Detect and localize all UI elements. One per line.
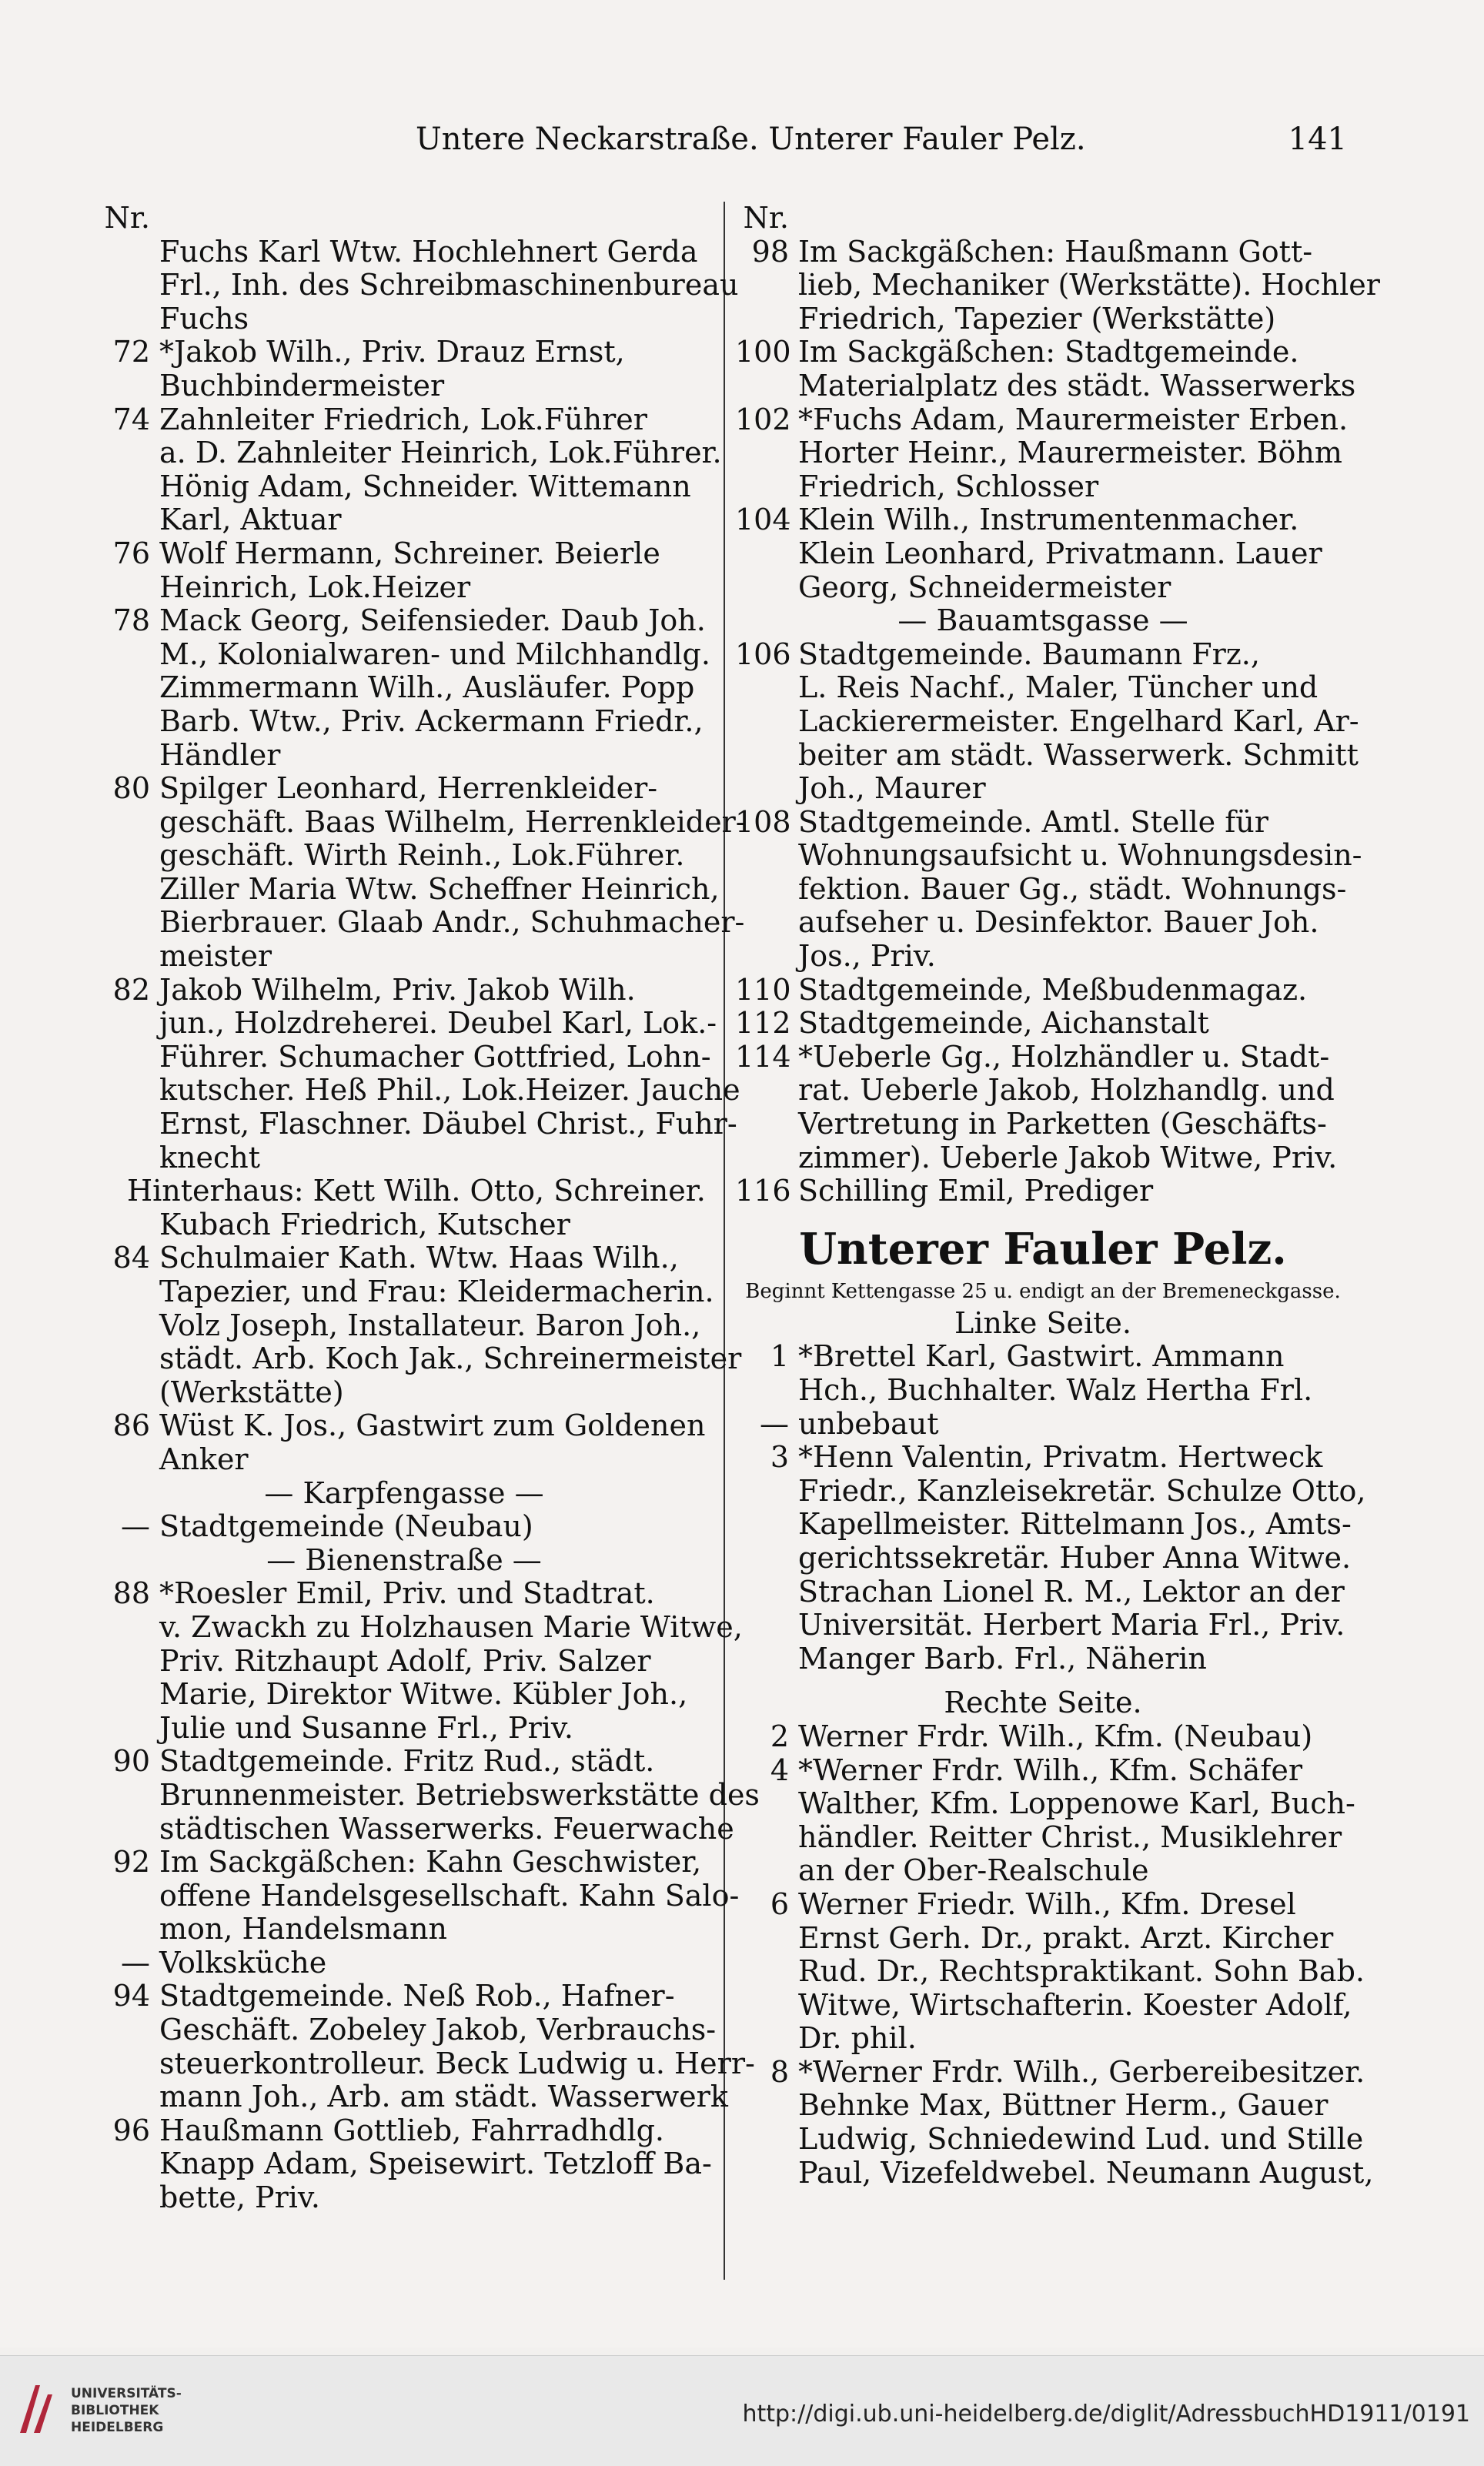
entry-text: Stadtgemeinde (Neubau): [159, 1509, 533, 1544]
entry-text: Jos., Priv.: [798, 939, 936, 974]
entry-line: [96, 638, 712, 672]
entry-text: Tapezier, und Frau: Kleidermacherin.: [159, 1275, 714, 1308]
entry-line: [96, 772, 712, 806]
entry-text: Julie und Susanne Frl., Priv.: [159, 1710, 573, 1745]
entry-text: Klein Leonhard, Privatmann. Lauer: [798, 536, 1322, 570]
entry-text: Horter Heinr., Maurermeister. Böhm: [798, 436, 1342, 470]
house-number: 78: [112, 603, 150, 638]
entry-line: [96, 1409, 712, 1443]
entry-text: Zahnleiter Friedrich, Lok.Führer: [159, 402, 647, 436]
entry-text: Händler: [159, 737, 281, 772]
entry-line: [96, 1577, 712, 1611]
entry-line: [735, 1007, 1351, 1041]
house-number: 100: [735, 335, 791, 369]
entry-line: [96, 1678, 712, 1712]
entry-text: Buchbindermeister: [159, 368, 445, 403]
entry-line: [735, 1989, 1351, 2023]
entry-text: Vertretung in Parketten (Geschäfts-: [798, 1107, 1327, 1141]
house-number: 96: [112, 2113, 150, 2147]
entry-text: bette, Priv.: [159, 2180, 320, 2215]
house-number: 74: [112, 402, 150, 436]
entry-line: [96, 1645, 712, 1679]
entry-text: mann Joh., Arb. am städt. Wasserwerk: [159, 2080, 728, 2114]
house-number: 104: [735, 503, 791, 537]
entry-text: Rud. Dr., Rechtspraktikant. Sohn Bab.: [798, 1954, 1365, 1989]
entry-text: Volksküche: [159, 1945, 327, 1980]
entry-text: Stadtgemeinde, Meßbudenmagaz.: [798, 972, 1308, 1007]
right-column-entries: [735, 201, 1380, 1208]
entry-text: Bierbrauer. Glaab Andr., Schuhmacher-: [159, 905, 745, 940]
entry-text: Materialplatz des städt. Wasserwerks: [798, 368, 1356, 403]
entry-line: [96, 739, 712, 773]
entry-text: Hönig Adam, Schneider. Wittemann: [159, 469, 691, 503]
entry-text: Schilling Emil, Prediger: [798, 1174, 1154, 1208]
entry-line: [96, 1006, 717, 1041]
entry-text: gerichtssekretär. Huber Anna Witwe.: [798, 1540, 1352, 1575]
entry-line: [735, 2122, 1364, 2157]
entry-text: Klein Wilh., Instrumentenmacher.: [798, 503, 1299, 537]
footer-bar: [0, 2355, 1484, 2466]
entry-line: [735, 470, 1351, 504]
house-number: 72: [112, 335, 150, 369]
entry-text: fektion. Bauer Gg., städt. Wohnungs-: [798, 871, 1347, 906]
entry-line: [96, 571, 712, 605]
source-url[interactable]: http://digi.ub.uni-heidelberg.de/diglit/AdressbuchHD1911/0191: [742, 2401, 1470, 2428]
entry-text: Brunnenmeister. Betriebswerkstätte des: [159, 1777, 760, 1812]
entry-line: [96, 2013, 717, 2047]
entry-text: M., Kolonialwaren- und Milchhandlg.: [159, 637, 710, 671]
entry-text: Schulmaier Kath. Wtw. Haas Wilh.,: [159, 1241, 679, 1275]
house-number: 88: [112, 1576, 150, 1611]
entry-text: Fuchs Karl Wtw. Hochlehnert Gerda: [159, 234, 698, 269]
entry-text: zimmer). Ueberle Jakob Witwe, Priv.: [798, 1140, 1338, 1175]
library-name-line: UNIVERSITÄTS-: [71, 2386, 182, 2401]
entry-text: Friedrich, Schlosser: [798, 469, 1099, 503]
entry-line: [96, 1477, 712, 1511]
entry-line: [735, 368, 1356, 403]
entry-line: [735, 571, 1351, 605]
entry-line: [735, 1508, 1351, 1542]
entry-text: *Ueberle Gg., Holzhändler u. Stadt-: [798, 1039, 1330, 1074]
entry-line: [735, 1141, 1351, 1175]
entry-line: [96, 1241, 712, 1275]
entry-text: Priv. Ritzhaupt Adolf, Priv. Salzer: [159, 1643, 651, 1678]
entry-line: [735, 1175, 1351, 1208]
entry-line: [96, 1946, 712, 1980]
house-number: 92: [112, 1845, 150, 1880]
library-name: [71, 2385, 182, 2436]
entry-text: städt. Arb. Koch Jak., Schreinermeister: [159, 1342, 742, 1376]
entry-line: [735, 1821, 1351, 1855]
entry-text: Knapp Adam, Speisewirt. Tetzloff Ba-: [159, 2147, 712, 2181]
entry-line: [735, 1854, 1351, 1888]
entry-text: Führer. Schumacher Gottfried, Lohn-: [159, 1039, 711, 1074]
entry-text: unbebaut: [798, 1406, 939, 1441]
entry-line: [96, 1913, 712, 1946]
entry-text: jun., Holzdreherei. Deubel Karl, Lok.-: [159, 1006, 717, 1041]
entry-text: Jakob Wilhelm, Priv. Jakob Wilh.: [159, 972, 636, 1007]
entry-line: [735, 838, 1362, 873]
entry-text: Paul, Vizefeldwebel. Neumann August,: [798, 2155, 1374, 2190]
library-name-line: BIBLIOTHEK: [71, 2403, 159, 2418]
entry-line: [96, 302, 712, 336]
entry-line: [96, 1175, 712, 1208]
entry-text: rat. Ueberle Jakob, Holzhandlg. und: [798, 1073, 1335, 1108]
house-number: 3: [770, 1440, 789, 1475]
entry-line: [735, 1408, 1351, 1442]
section-title: Unterer Fauler Pelz.: [799, 1223, 1287, 1275]
entry-text: Stadtgemeinde. Amtl. Stelle für: [798, 804, 1268, 839]
entry-text: Hinterhaus: Kett Wilh. Otto, Schreiner.: [127, 1174, 706, 1208]
entry-line: [96, 1846, 712, 1880]
entry-text: Volz Joseph, Installateur. Baron Joh.,: [159, 1308, 701, 1342]
entry-line: [96, 436, 722, 470]
entry-text: Mack Georg, Seifensieder. Daub Joh.: [159, 603, 706, 638]
house-number: 110: [735, 972, 791, 1007]
entry-line: [735, 604, 1351, 638]
entry-text: Werner Friedr. Wilh., Kfm. Dresel: [798, 1886, 1296, 1921]
entry-text: Kubach Friedrich, Kutscher: [159, 1207, 570, 1241]
entry-text: Stadtgemeinde. Neß Rob., Hafner-: [159, 1979, 675, 2013]
house-number: 80: [112, 771, 150, 806]
house-number: 102: [735, 402, 791, 436]
entry-line: [735, 772, 1351, 806]
entry-text: offene Handelsgesellschaft. Kahn Salo-: [159, 1878, 740, 1913]
entry-line: [96, 1141, 712, 1175]
entry-line: [735, 1754, 1351, 1788]
house-number: —: [121, 1509, 150, 1544]
entry-text: Karl, Aktuar: [159, 503, 342, 537]
house-number: 6: [770, 1886, 789, 1921]
entry-text: Ziller Maria Wtw. Scheffner Heinrich,: [159, 871, 720, 906]
entry-line: [735, 974, 1351, 1007]
entry-text: Im Sackgäßchen: Stadtgemeinde.: [798, 335, 1299, 369]
entry-line: [96, 1878, 740, 1913]
page-number: 141: [1288, 122, 1347, 157]
house-number: 4: [770, 1753, 789, 1787]
house-number: 82: [112, 972, 150, 1007]
entry-line: [735, 873, 1351, 907]
entry-line: [96, 1208, 712, 1242]
entry-line: [96, 336, 712, 369]
house-number: 114: [735, 1039, 791, 1074]
entry-text: Im Sackgäßchen: Kahn Geschwister,: [159, 1845, 702, 1880]
entry-line: [735, 537, 1351, 571]
entry-line: [735, 1108, 1351, 1141]
running-title: Untere Neckarstraße. Unterer Fauler Pelz.: [416, 122, 1086, 157]
house-number: 8: [770, 2054, 789, 2089]
entry-line: [96, 604, 712, 638]
entry-text: *Werner Frdr. Wilh., Gerbereibesitzer.: [798, 2054, 1365, 2089]
entry-text: Werner Frdr. Wilh., Kfm. (Neubau): [798, 1719, 1313, 1753]
entry-line: [735, 1576, 1351, 1609]
entry-line: [735, 638, 1351, 672]
entry-text: Ernst Gerh. Dr., prakt. Arzt. Kircher: [798, 1920, 1334, 1955]
entry-text: Dr. phil.: [798, 2021, 917, 2056]
entry-line: [96, 2147, 712, 2181]
entry-text: Geschäft. Zobeley Jakob, Verbrauchs-: [159, 2013, 717, 2047]
entry-text: lieb, Mechaniker (Werkstätte). Hochler: [798, 268, 1380, 302]
entry-text: — Bauamtsgasse —: [897, 603, 1188, 638]
house-number: 76: [112, 536, 150, 570]
house-number: Nr.: [104, 201, 150, 235]
entry-line: [96, 236, 712, 269]
entry-line: [96, 403, 712, 437]
entry-line: [96, 940, 712, 974]
house-number: 1: [770, 1339, 789, 1374]
entry-text: aufseher u. Desinfektor. Bauer Joh.: [798, 905, 1319, 940]
entry-text: Friedr., Kanzleisekretär. Schulze Otto,: [798, 1473, 1366, 1508]
entry-line: [96, 871, 720, 907]
entry-line: [96, 1107, 737, 1141]
entry-line: [96, 1745, 712, 1779]
entry-text: mon, Handelsmann: [159, 1912, 447, 1946]
entry-line: [96, 1309, 712, 1343]
entry-text: knecht: [159, 1140, 261, 1175]
house-number: 106: [735, 637, 791, 671]
entry-line: [735, 2054, 1365, 2090]
entry-line: [735, 2022, 1351, 2056]
entry-text: *Roesler Emil, Priv. und Stadtrat.: [159, 1576, 655, 1611]
entry-line: [96, 1275, 712, 1309]
entry-text: händler. Reitter Christ., Musiklehrer: [798, 1819, 1342, 1854]
entry-line: [96, 1609, 743, 1645]
entry-line: [735, 940, 1351, 974]
entry-text: kutscher. Heß Phil., Lok.Heizer. Jauche: [159, 1073, 740, 1108]
entry-text: Manger Barb. Frl., Näherin: [798, 1641, 1207, 1676]
entry-text: Marie, Direktor Witwe. Kübler Joh.,: [159, 1677, 688, 1712]
entry-text: Stadtgemeinde. Baumann Frz.,: [798, 637, 1260, 671]
entry-text: Wüst K. Jos., Gastwirt zum Goldenen: [159, 1408, 706, 1443]
entry-text: Joh., Maurer: [798, 771, 986, 806]
entry-line: [96, 1510, 712, 1544]
entry-text: Spilger Leonhard, Herrenkleider-: [159, 771, 658, 806]
entry-text: L. Reis Nachf., Maler, Tüncher und: [798, 670, 1319, 705]
house-number: 86: [112, 1408, 150, 1443]
entry-text: Stadtgemeinde. Fritz Rud., städt.: [159, 1744, 655, 1779]
house-number: 94: [112, 1979, 150, 2013]
entry-line: [96, 1073, 740, 1108]
entry-line: [735, 737, 1359, 773]
entry-text: Universität. Herbert Maria Frl., Priv.: [798, 1608, 1345, 1642]
entry-text: Barb. Wtw., Priv. Ackermann Friedr.,: [159, 703, 704, 738]
entry-line: [735, 503, 1351, 537]
entry-text: Kapellmeister. Rittelmann Jos., Amts-: [798, 1507, 1352, 1542]
entry-text: — Bienenstraße —: [266, 1542, 542, 1577]
entry-line: [96, 2181, 712, 2215]
entry-line: [735, 1954, 1365, 1989]
entry-line: [735, 1041, 1351, 1074]
entry-text: Zimmermann Wilh., Ausläufer. Popp: [159, 670, 695, 705]
rechte-seite-heading: Rechte Seite.: [944, 1686, 1142, 1720]
entry-text: Heinrich, Lok.Heizer: [159, 570, 471, 604]
entry-text: Strachan Lionel R. M., Lektor an der: [798, 1574, 1345, 1609]
house-number: 84: [112, 1241, 150, 1275]
entry-line: [735, 202, 1351, 236]
rechte-seite-entries: [735, 1719, 1374, 2190]
entry-line: [96, 1342, 742, 1376]
entry-text: Behnke Max, Büttner Herm., Gauer: [798, 2088, 1329, 2123]
entry-line: [735, 1888, 1351, 1922]
entry-text: Walther, Kfm. Loppenowe Karl, Buch-: [798, 1786, 1355, 1821]
entry-text: *Fuchs Adam, Maurermeister Erben.: [798, 402, 1349, 436]
entry-line: [96, 1980, 712, 2013]
house-number: 116: [735, 1174, 791, 1208]
entry-line: [96, 705, 712, 739]
entry-line: [735, 1473, 1366, 1509]
entry-text: Lackierermeister. Engelhard Karl, Ar-: [798, 703, 1359, 738]
house-number: 108: [735, 804, 791, 839]
entry-text: geschäft. Baas Wilhelm, Herrenkleider-: [159, 804, 746, 839]
right-column: [735, 201, 1380, 2190]
entry-line: [96, 369, 712, 403]
entry-line: [735, 1642, 1351, 1676]
entry-line: [735, 2155, 1374, 2190]
linke-seite-heading: Linke Seite.: [954, 1305, 1131, 1340]
entry-line: [735, 806, 1351, 840]
entry-line: [96, 503, 712, 537]
house-number: —: [760, 1406, 789, 1441]
entry-line: [735, 1542, 1351, 1576]
entry-line: [96, 804, 746, 840]
entry-text: Georg, Schneidermeister: [798, 570, 1171, 604]
library-name-line: HEIDELBERG: [71, 2420, 164, 2435]
column-divider: [724, 202, 725, 2280]
entry-text: Friedrich, Tapezier (Werkstätte): [798, 301, 1276, 336]
entry-line: [96, 671, 712, 705]
entry-line: [96, 470, 712, 504]
left-column: [96, 201, 760, 2215]
entry-line: [96, 1041, 712, 1074]
house-number: 112: [735, 1006, 791, 1041]
entry-line: [735, 1074, 1351, 1108]
entry-text: Wolf Hermann, Schreiner. Beierle: [159, 536, 660, 570]
house-number: 98: [751, 234, 789, 269]
house-number: Nr.: [743, 201, 789, 235]
entry-line: [735, 1609, 1351, 1642]
entry-text: *Brettel Karl, Gastwirt. Ammann: [798, 1339, 1285, 1374]
entry-line: [735, 2089, 1351, 2123]
entry-line: [96, 1712, 712, 1746]
library-logo-icon: [14, 2379, 60, 2441]
entry-text: Anker: [159, 1442, 249, 1476]
entry-text: Ludwig, Schniedewind Lud. und Stille: [798, 2122, 1364, 2157]
entry-line: [735, 236, 1351, 269]
entry-line: [96, 839, 712, 873]
entry-text: Wohnungsaufsicht u. Wohnungsdesin-: [798, 838, 1362, 873]
entry-line: [735, 1374, 1351, 1408]
entry-line: [735, 1786, 1355, 1821]
entry-text: städtischen Wasserwerks. Feuerwache: [159, 1811, 734, 1846]
entry-text: — Karpfengasse —: [264, 1475, 544, 1510]
entry-text: Frl., Inh. des Schreibmaschinenbureau: [159, 268, 739, 302]
entry-text: Im Sackgäßchen: Haußmann Gott-: [798, 234, 1313, 269]
entry-line: [735, 671, 1351, 705]
entry-text: a. D. Zahnleiter Heinrich, Lok.Führer.: [159, 436, 722, 470]
entry-line: [96, 1811, 734, 1846]
entry-line: [96, 268, 739, 302]
entry-text: Hch., Buchhalter. Walz Hertha Frl.: [798, 1373, 1313, 1407]
entry-text: *Jakob Wilh., Priv. Drauz Ernst,: [159, 335, 625, 369]
entry-line: [96, 202, 712, 236]
entry-line: [96, 1376, 712, 1410]
house-number: —: [121, 1945, 150, 1980]
entry-text: v. Zwackh zu Holzhausen Marie Witwe,: [159, 1609, 743, 1644]
entry-line: [96, 1777, 760, 1813]
entry-text: Stadtgemeinde, Aichanstalt: [798, 1006, 1209, 1041]
entry-text: Ernst, Flaschner. Däubel Christ., Fuhr-: [159, 1107, 737, 1141]
entry-line: [735, 703, 1359, 739]
house-number: 90: [112, 1744, 150, 1779]
section-subtitle: Beginnt Kettengasse 25 u. endigt an der Bremeneckgasse.: [745, 1279, 1341, 1303]
entry-text: *Werner Frdr. Wilh., Kfm. Schäfer: [798, 1753, 1303, 1787]
entry-line: [735, 1922, 1351, 1956]
entry-line: [96, 905, 745, 940]
entry-text: Witwe, Wirtschafterin. Koester Adolf,: [798, 1987, 1352, 2022]
entry-line: [96, 2080, 728, 2114]
entry-line: [96, 974, 712, 1007]
entry-text: beiter am städt. Wasserwerk. Schmitt: [798, 737, 1359, 772]
entry-text: (Werkstätte): [159, 1375, 344, 1409]
entry-text: meister: [159, 939, 272, 974]
entry-text: an der Ober-Realschule: [798, 1853, 1149, 1888]
linke-seite-entries: [735, 1339, 1366, 1676]
entry-line: [735, 268, 1380, 302]
entry-line: [735, 1441, 1351, 1475]
entry-text: Haußmann Gottlieb, Fahrradhdlg.: [159, 2113, 665, 2147]
entry-line: [735, 336, 1351, 369]
entry-line: [735, 1720, 1351, 1754]
entry-text: *Henn Valentin, Privatm. Hertweck: [798, 1440, 1323, 1475]
entry-text: Fuchs: [159, 301, 249, 336]
entry-line: [735, 403, 1351, 437]
entry-line: [96, 1544, 712, 1578]
entry-line: [735, 1340, 1351, 1374]
entry-line: [96, 2046, 755, 2081]
entry-line: [735, 906, 1351, 940]
entry-line: [735, 302, 1351, 336]
entry-line: [735, 436, 1351, 470]
entry-line: [96, 1443, 712, 1477]
entry-text: geschäft. Wirth Reinh., Lok.Führer.: [159, 838, 685, 873]
house-number: 2: [770, 1719, 789, 1753]
entry-line: [96, 2114, 712, 2148]
entry-text: steuerkontrolleur. Beck Ludwig u. Herr-: [159, 2046, 755, 2080]
entry-line: [96, 537, 712, 571]
